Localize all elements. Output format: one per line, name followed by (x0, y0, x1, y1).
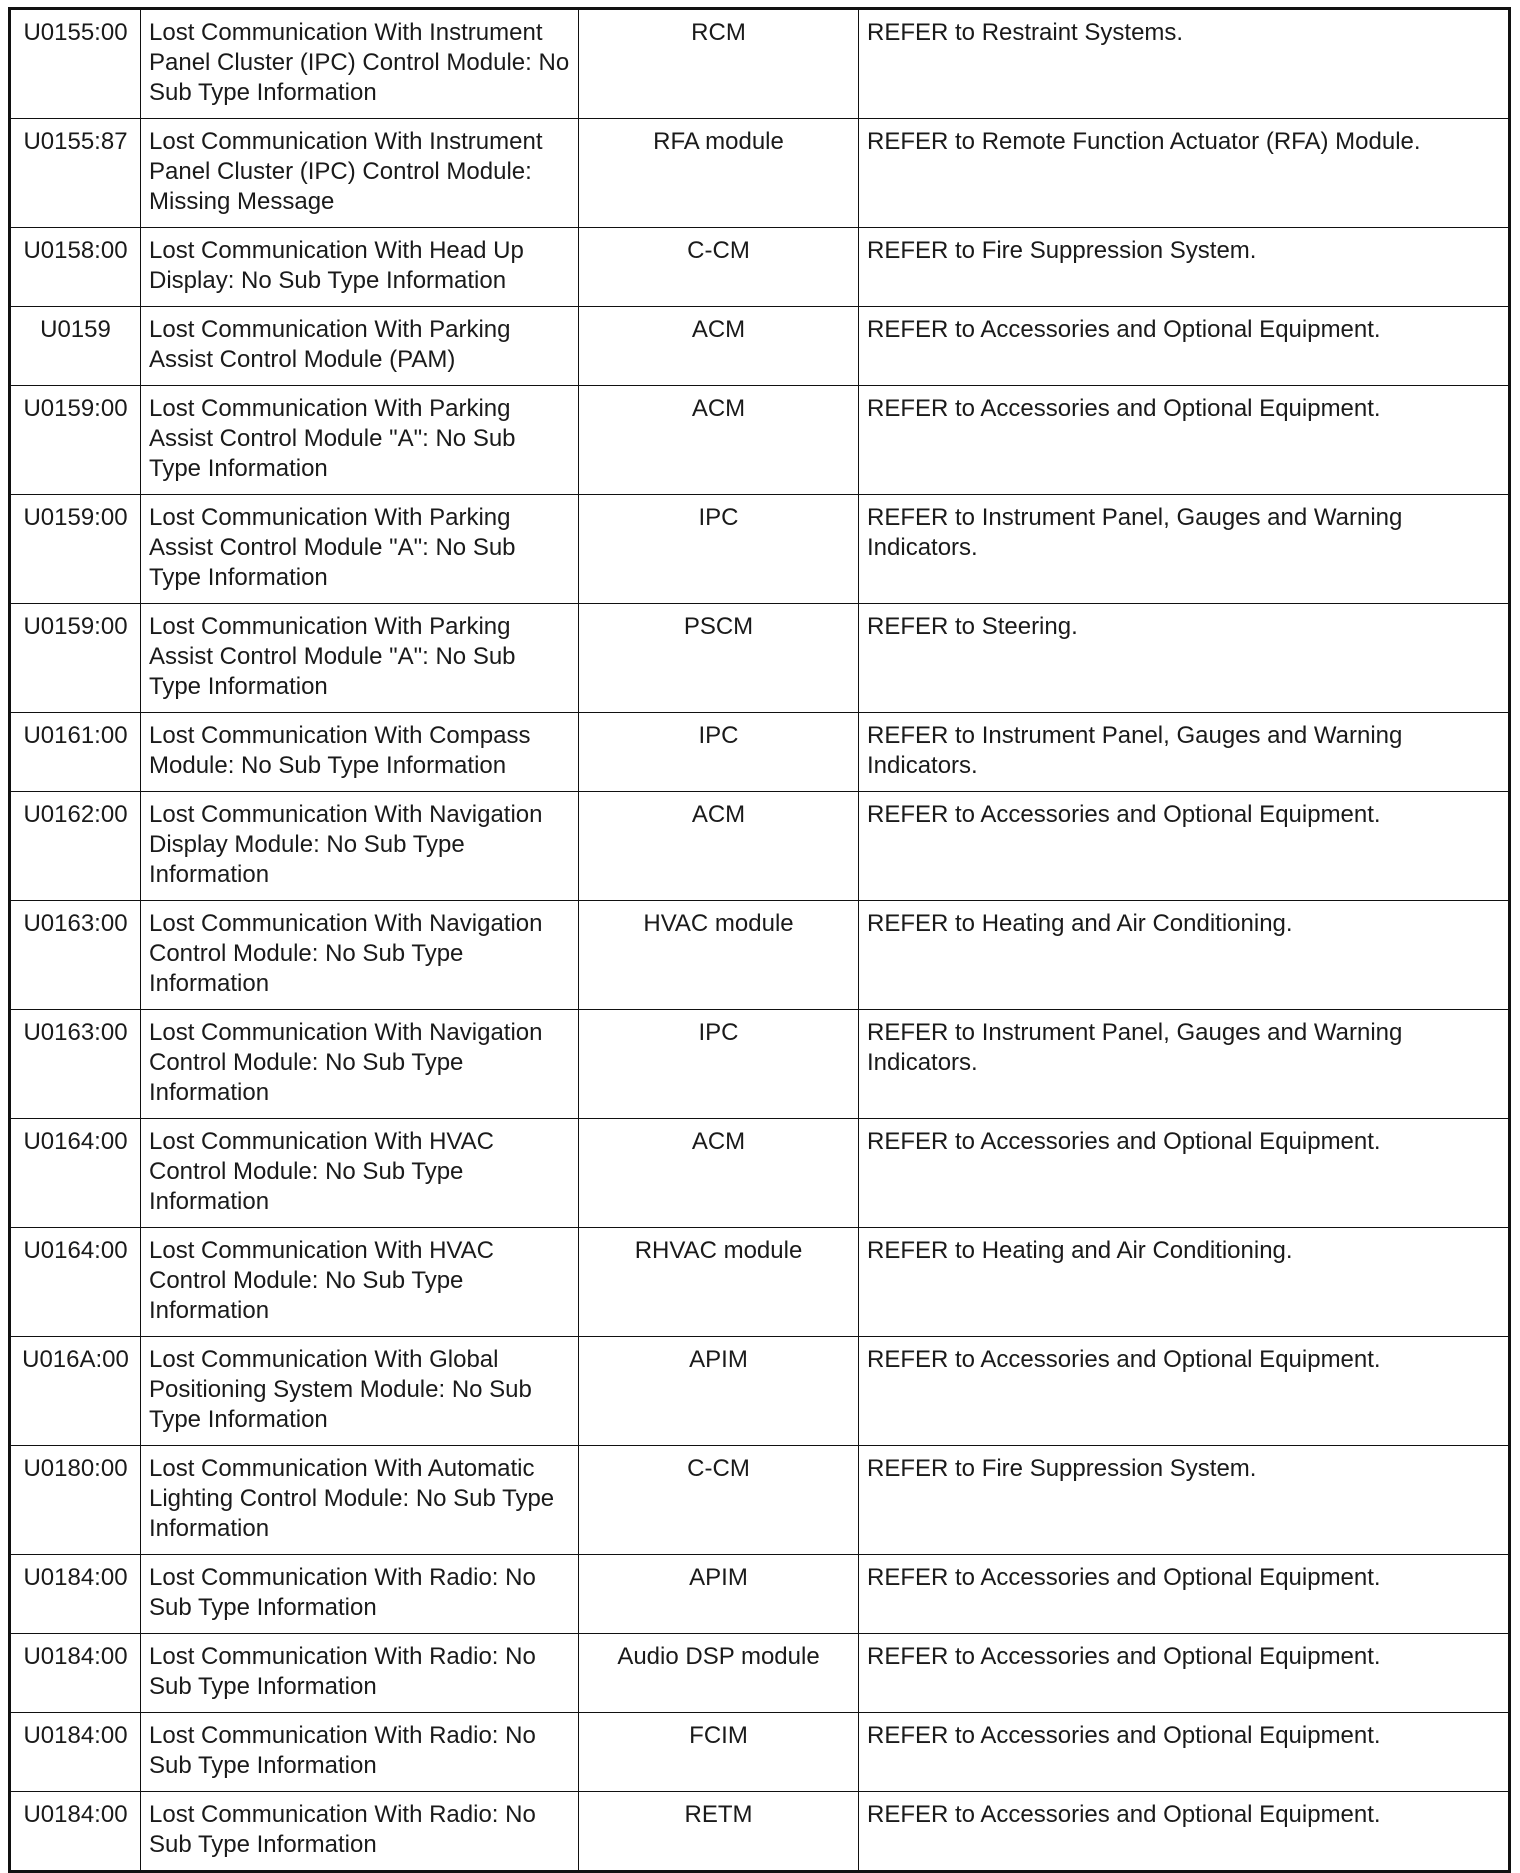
action-cell: REFER to Accessories and Optional Equipment. (859, 386, 1510, 495)
module-cell: APIM (579, 1555, 859, 1634)
dtc-description-cell: Lost Communication With Instrument Panel Cluster (IPC) Control Module: Missing Message (141, 119, 579, 228)
dtc-code-cell: U0155:87 (10, 119, 141, 228)
module-cell: FCIM (579, 1713, 859, 1792)
dtc-code-cell: U0158:00 (10, 228, 141, 307)
action-cell: REFER to Accessories and Optional Equipment. (859, 1634, 1510, 1713)
dtc-description-cell: Lost Communication With HVAC Control Module: No Sub Type Information (141, 1119, 579, 1228)
dtc-code-cell: U0164:00 (10, 1228, 141, 1337)
dtc-code-cell: U0155:00 (10, 9, 141, 119)
module-cell: PSCM (579, 604, 859, 713)
module-cell: C-CM (579, 1446, 859, 1555)
table-row (10, 792, 1510, 901)
table-row (10, 307, 1510, 386)
module-cell: ACM (579, 1119, 859, 1228)
dtc-description-cell: Lost Communication With HVAC Control Module: No Sub Type Information (141, 1228, 579, 1337)
module-cell: RHVAC module (579, 1228, 859, 1337)
dtc-code-cell: U0164:00 (10, 1119, 141, 1228)
table-row (10, 1010, 1510, 1119)
dtc-description-cell: Lost Communication With Navigation Display Module: No Sub Type Information (141, 792, 579, 901)
module-cell: IPC (579, 713, 859, 792)
module-cell: ACM (579, 792, 859, 901)
dtc-code-cell: U0161:00 (10, 713, 141, 792)
module-cell: Audio DSP module (579, 1634, 859, 1713)
module-cell: IPC (579, 495, 859, 604)
module-cell: HVAC module (579, 901, 859, 1010)
table-row (10, 495, 1510, 604)
action-cell: REFER to Restraint Systems. (859, 9, 1510, 119)
dtc-code-cell: U0163:00 (10, 901, 141, 1010)
dtc-description-cell: Lost Communication With Radio: No Sub Type Information (141, 1555, 579, 1634)
action-cell: REFER to Accessories and Optional Equipment. (859, 1713, 1510, 1792)
dtc-description-cell: Lost Communication With Parking Assist Control Module (PAM) (141, 307, 579, 386)
table-row (10, 1713, 1510, 1792)
dtc-description-cell: Lost Communication With Radio: No Sub Type Information (141, 1713, 579, 1792)
action-cell: REFER to Accessories and Optional Equipment. (859, 1792, 1510, 1872)
dtc-code-cell: U0184:00 (10, 1792, 141, 1872)
dtc-description-cell: Lost Communication With Radio: No Sub Type Information (141, 1634, 579, 1713)
table-row (10, 1792, 1510, 1872)
table-row (10, 386, 1510, 495)
dtc-code-cell: U0180:00 (10, 1446, 141, 1555)
action-cell: REFER to Fire Suppression System. (859, 1446, 1510, 1555)
table-row (10, 119, 1510, 228)
module-cell: IPC (579, 1010, 859, 1119)
table-row (10, 1446, 1510, 1555)
module-cell: RETM (579, 1792, 859, 1872)
dtc-description-cell: Lost Communication With Radio: No Sub Type Information (141, 1792, 579, 1872)
table-row (10, 1634, 1510, 1713)
action-cell: REFER to Heating and Air Conditioning. (859, 901, 1510, 1010)
module-cell: RCM (579, 9, 859, 119)
dtc-code-cell: U0159:00 (10, 386, 141, 495)
dtc-description-cell: Lost Communication With Compass Module: No Sub Type Information (141, 713, 579, 792)
table-row (10, 901, 1510, 1010)
dtc-description-cell: Lost Communication With Parking Assist Control Module "A": No Sub Type Information (141, 604, 579, 713)
action-cell: REFER to Instrument Panel, Gauges and Warning Indicators. (859, 495, 1510, 604)
action-cell: REFER to Accessories and Optional Equipment. (859, 1555, 1510, 1634)
dtc-code-cell: U016A:00 (10, 1337, 141, 1446)
table-row (10, 1555, 1510, 1634)
module-cell: ACM (579, 386, 859, 495)
module-cell: C-CM (579, 228, 859, 307)
dtc-code-cell: U0184:00 (10, 1634, 141, 1713)
dtc-description-cell: Lost Communication With Parking Assist Control Module "A": No Sub Type Information (141, 386, 579, 495)
dtc-description-cell: Lost Communication With Automatic Lighting Control Module: No Sub Type Information (141, 1446, 579, 1555)
action-cell: REFER to Accessories and Optional Equipment. (859, 1337, 1510, 1446)
dtc-code-cell: U0162:00 (10, 792, 141, 901)
dtc-description-cell: Lost Communication With Global Positioning System Module: No Sub Type Information (141, 1337, 579, 1446)
dtc-description-cell: Lost Communication With Head Up Display: No Sub Type Information (141, 228, 579, 307)
table-row (10, 228, 1510, 307)
action-cell: REFER to Accessories and Optional Equipment. (859, 307, 1510, 386)
action-cell: REFER to Steering. (859, 604, 1510, 713)
action-cell: REFER to Remote Function Actuator (RFA) Module. (859, 119, 1510, 228)
module-cell: RFA module (579, 119, 859, 228)
table-row (10, 604, 1510, 713)
dtc-description-cell: Lost Communication With Instrument Panel Cluster (IPC) Control Module: No Sub Type Information (141, 9, 579, 119)
action-cell: REFER to Instrument Panel, Gauges and Warning Indicators. (859, 1010, 1510, 1119)
table-row (10, 1337, 1510, 1446)
dtc-description-cell: Lost Communication With Parking Assist Control Module "A": No Sub Type Information (141, 495, 579, 604)
table-row (10, 9, 1510, 119)
dtc-table (8, 7, 1511, 1873)
dtc-code-cell: U0184:00 (10, 1713, 141, 1792)
action-cell: REFER to Accessories and Optional Equipment. (859, 1119, 1510, 1228)
table-row (10, 1228, 1510, 1337)
module-cell: APIM (579, 1337, 859, 1446)
action-cell: REFER to Accessories and Optional Equipment. (859, 792, 1510, 901)
dtc-code-cell: U0159:00 (10, 604, 141, 713)
dtc-code-cell: U0159:00 (10, 495, 141, 604)
dtc-description-cell: Lost Communication With Navigation Control Module: No Sub Type Information (141, 901, 579, 1010)
table-row (10, 1119, 1510, 1228)
table-row (10, 713, 1510, 792)
dtc-description-cell: Lost Communication With Navigation Control Module: No Sub Type Information (141, 1010, 579, 1119)
action-cell: REFER to Heating and Air Conditioning. (859, 1228, 1510, 1337)
dtc-code-cell: U0163:00 (10, 1010, 141, 1119)
action-cell: REFER to Fire Suppression System. (859, 228, 1510, 307)
dtc-code-cell: U0159 (10, 307, 141, 386)
action-cell: REFER to Instrument Panel, Gauges and Warning Indicators. (859, 713, 1510, 792)
dtc-code-cell: U0184:00 (10, 1555, 141, 1634)
module-cell: ACM (579, 307, 859, 386)
